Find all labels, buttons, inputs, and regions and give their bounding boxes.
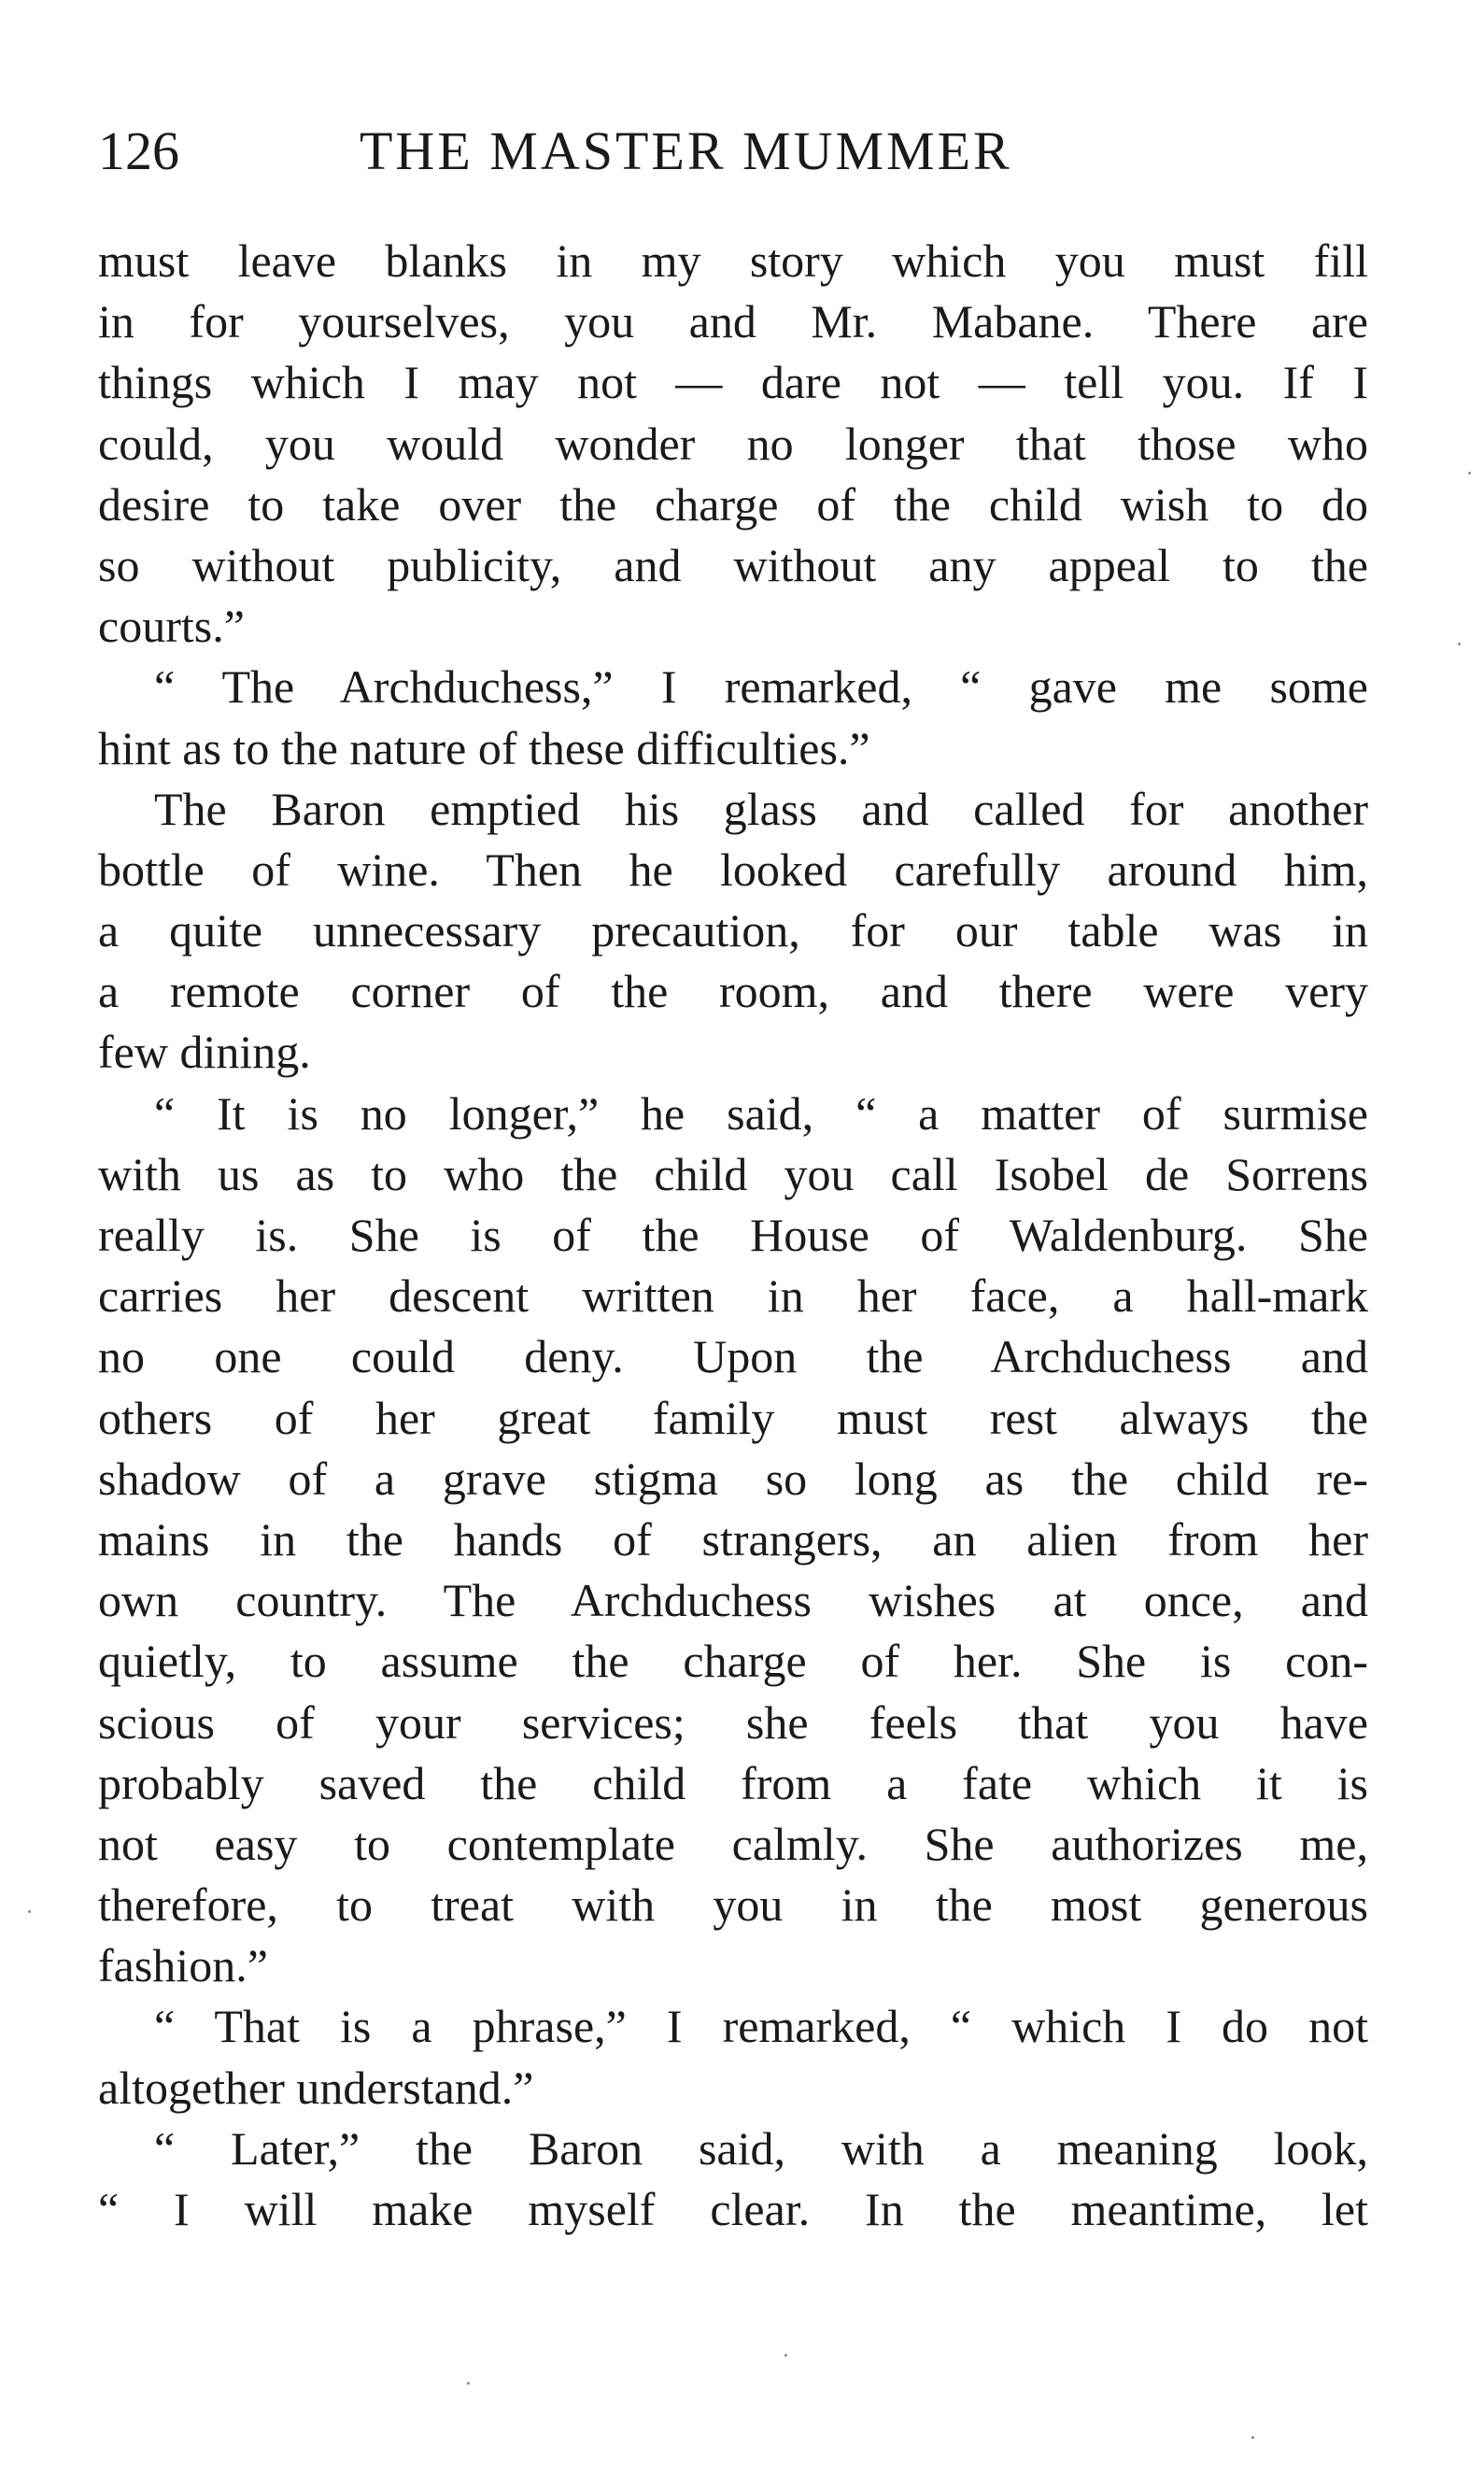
print-speck — [467, 2382, 470, 2385]
text-line: own country. The Archduchess wishes at once, and — [98, 1574, 1368, 1627]
text-line: few dining. — [98, 1026, 311, 1079]
text-line: must leave blanks in my story which you must fill — [98, 234, 1368, 287]
text-line: with us as to who the child you call Isobel de Sorrens — [98, 1147, 1368, 1200]
text-line: desire to take over the charge of the child wish to do — [98, 477, 1368, 531]
text-line: really is. She is of the House of Waldenburg. She — [98, 1209, 1368, 1261]
print-speck — [1251, 2436, 1254, 2439]
text-line: others of her great family must rest always the — [98, 1391, 1368, 1444]
text-line: carries her descent written in her face, a hall-mark — [98, 1269, 1368, 1323]
text-line: altogether understand.” — [98, 2061, 534, 2114]
text-line: shadow of a grave stigma so long as the child re- — [98, 1452, 1368, 1505]
text-line: scious of your services; she feels that you have — [98, 1695, 1368, 1749]
text-line: quietly, to assume the charge of her. She is con- — [98, 1635, 1368, 1688]
text-line: no one could deny. Upon the Archduchess and — [98, 1330, 1368, 1383]
text-line: courts.” — [98, 600, 245, 653]
print-speck — [1468, 472, 1471, 475]
text-line: a quite unnecessary precaution, for our table was in — [98, 904, 1368, 957]
text-line: could, you would wonder no longer that those who — [98, 417, 1368, 470]
text-line: “ The Archduchess,” I remarked, “ gave me some — [154, 660, 1368, 714]
print-speck — [1458, 643, 1461, 645]
text-line: so without publicity, and without any appeal to the — [98, 538, 1368, 591]
text-line: The Baron emptied his glass and called for another — [154, 782, 1368, 835]
text-line: not easy to contemplate calmly. She authorizes me, — [98, 1817, 1368, 1870]
text-line: “ Later,” the Baron said, with a meaning look, — [154, 2121, 1368, 2175]
text-line: therefore, to treat with you in the most generous — [98, 1878, 1368, 1932]
print-speck — [784, 2354, 787, 2357]
text-line: bottle of wine. Then he looked carefully around him, — [98, 843, 1368, 896]
body-text — [98, 231, 1368, 2240]
text-line: in for yourselves, you and Mr. Mabane. There are — [98, 295, 1368, 348]
running-title: THE MASTER MUMMER — [360, 120, 1012, 181]
text-line: a remote corner of the room, and there were very — [98, 965, 1368, 1018]
text-line: probably saved the child from a fate which it is — [98, 1756, 1368, 1809]
text-line: “ It is no longer,” he said, “ a matter of surmise — [154, 1086, 1368, 1140]
print-speck — [28, 1910, 31, 1913]
text-line: mains in the hands of strangers, an alien from her — [98, 1512, 1368, 1566]
text-line: hint as to the nature of these difficulties.” — [98, 721, 870, 774]
text-line: “ I will make myself clear. In the meantime, let — [98, 2183, 1368, 2235]
running-head — [98, 114, 1368, 189]
text-line: “ That is a phrase,” I remarked, “ which I do not — [154, 2000, 1368, 2053]
text-line: fashion.” — [98, 1939, 268, 1992]
page-number: 126 — [98, 120, 179, 181]
text-line: things which I may not — dare not — tell you. If I — [98, 356, 1368, 409]
